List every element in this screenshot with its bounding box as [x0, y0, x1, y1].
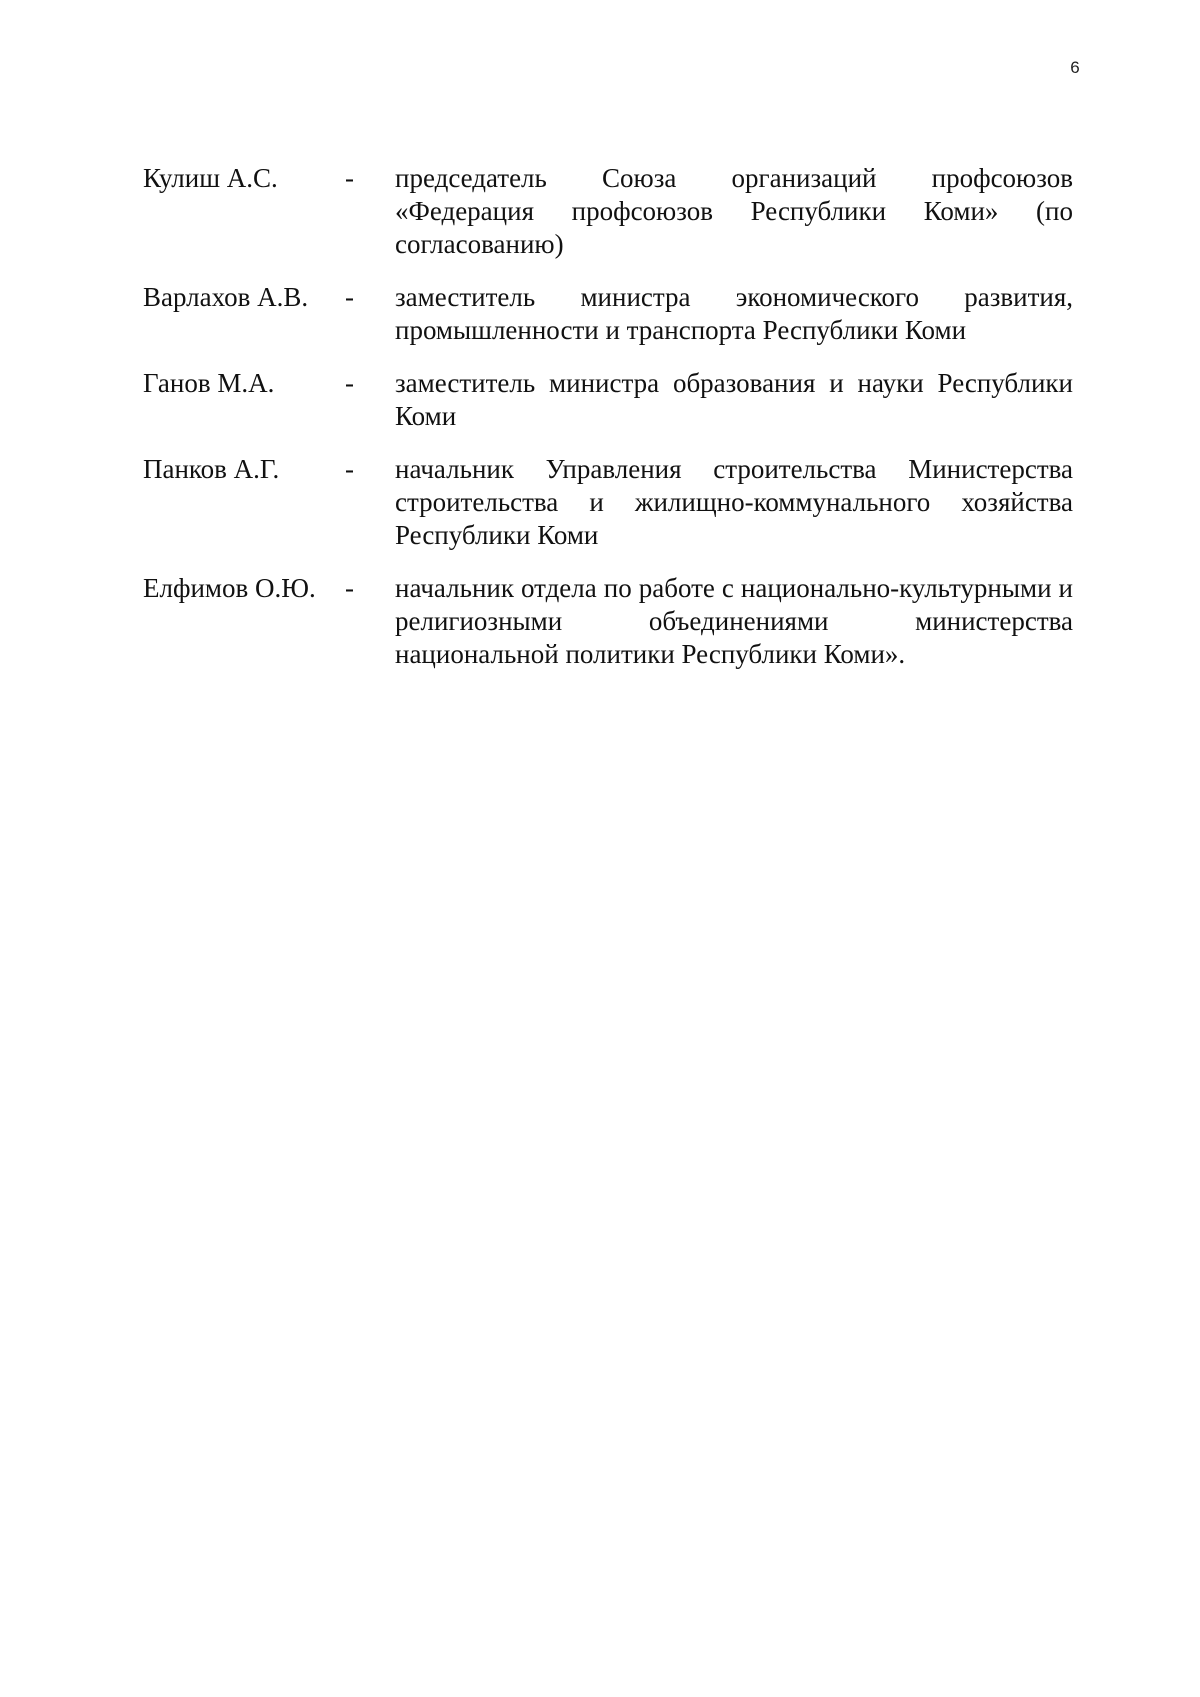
member-name: Ганов М.А.	[143, 368, 275, 398]
member-role: заместитель министра экономического развития, промышленности и транспорта Республики Коми	[395, 282, 1073, 345]
members-list	[143, 162, 1073, 691]
member-entry	[143, 367, 1073, 433]
member-dash: -	[345, 282, 354, 312]
member-role: начальник Управления строительства Министерства строительства и жилищно-коммунального хозяйства Республики Коми	[395, 454, 1073, 550]
member-name: Варлахов А.В.	[143, 282, 309, 312]
member-name: Панков А.Г.	[143, 454, 280, 484]
member-dash: -	[345, 368, 354, 398]
member-dash: -	[345, 573, 354, 603]
member-entry	[143, 572, 1073, 671]
member-entry	[143, 281, 1073, 347]
member-entry	[143, 453, 1073, 552]
member-role: председатель Союза организаций профсоюзов «Федерация профсоюзов Республики Коми» (по согласованию)	[395, 163, 1073, 259]
member-name: Елфимов О.Ю.	[143, 573, 316, 603]
member-name: Кулиш А.С.	[143, 163, 278, 193]
member-dash: -	[345, 163, 354, 193]
page-number: 6	[1070, 58, 1080, 77]
member-dash: -	[345, 454, 354, 484]
member-entry	[143, 162, 1073, 261]
member-role: заместитель министра образования и науки Республики Коми	[395, 368, 1073, 431]
member-role: начальник отдела по работе с национально-культурными и религиозными объединениями министерства национальной политики Республики Коми».	[395, 573, 1073, 669]
